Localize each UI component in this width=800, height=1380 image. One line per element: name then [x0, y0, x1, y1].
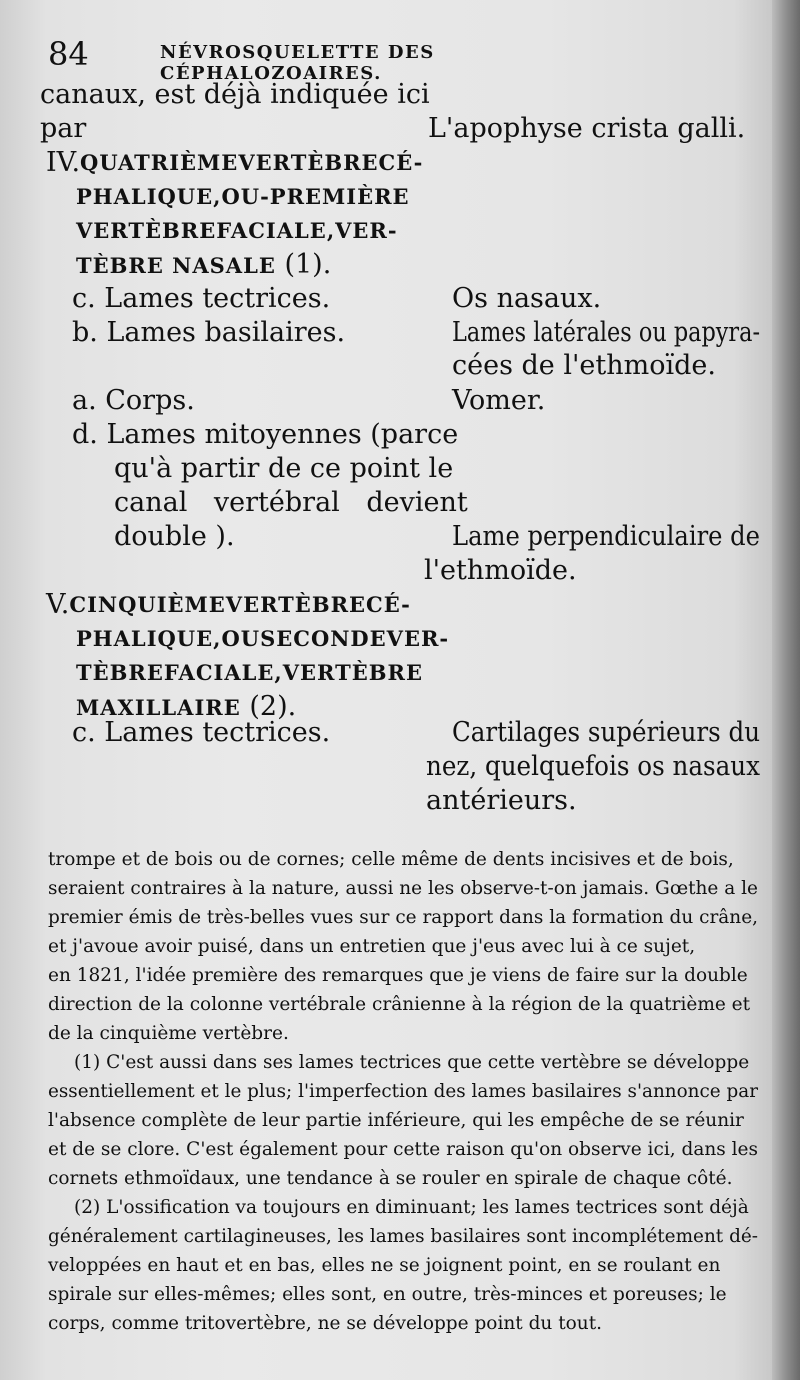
footnote-line: trompe et de bois ou de cornes; celle même de dents incisives et de bois, — [48, 849, 734, 870]
footnote-line: et de se clore. C'est également pour cette raison qu'on observe ici, dans les — [48, 1139, 758, 1160]
footnote-line: en 1821, l'idée première des remarques que je viens de faire sur la double — [48, 965, 748, 986]
left-text-line: canaux, est déjà indiquée ici — [40, 79, 430, 110]
heading-word: VERTÈBRE — [225, 592, 367, 617]
section-heading-v-line2: PHALIQUE , OU SECONDE VER- — [76, 626, 450, 651]
left-text-line: double ). — [114, 521, 235, 552]
page-header — [48, 34, 648, 84]
footnote-line: seraient contraires à la nature, aussi ne les observe-t-on jamais. Gœthe a le — [48, 878, 758, 899]
footnote-line: veloppées en haut et en bas, elles ne se joignent point, en se roulant en — [48, 1255, 721, 1276]
running-title: NÉVROSQUELETTE DES CÉPHALOZOAIRES. — [160, 42, 435, 84]
footnote-line: et j'avoue avoir puisé, dans un entretien que j'eus avec lui à ce sujet, — [48, 936, 696, 957]
footnote-line: cornets ethmoïdaux, une tendance à se rouler en spirale de chaque côté. — [48, 1168, 733, 1189]
heading-roman: IV. — [46, 147, 81, 178]
right-text-line: l'ethmoïde. — [424, 555, 577, 586]
section-heading-iv-line2: PHALIQUE , OU - PREMIÈRE — [76, 184, 410, 209]
left-text-line: canal vertébral devient — [114, 487, 468, 518]
left-text-line: c. Lames tectrices. — [72, 717, 331, 748]
footnote-line: spirale sur elles-mêmes; elles sont, en outre, très-minces et poreuses; le — [48, 1284, 727, 1305]
heading-word: VERTÈBRE — [238, 150, 379, 175]
right-text-line: antérieurs. — [426, 785, 577, 816]
footnote-line: (2) L'ossification va toujours en diminuant; les lames tectrices sont déjà — [74, 1197, 749, 1218]
left-text-line: a. Corps. — [72, 385, 195, 416]
section-heading-v-line3: TÈBRE FACIALE , VERTÈBRE — [76, 660, 423, 685]
footnote-line: (1) C'est aussi dans ses lames tectrices que cette vertèbre se développe — [74, 1052, 750, 1073]
footnote-line: l'absence complète de leur partie inférieure, qui les empêche de se réunir — [48, 1110, 744, 1131]
right-text-line: Lame perpendiculaire de — [452, 521, 760, 552]
footnote-line: essentiellement et le plus; l'imperfection des lames basilaires s'annonce par — [48, 1081, 758, 1102]
page-edge — [772, 0, 800, 1380]
left-text-line: qu'à partir de ce point le — [114, 453, 454, 484]
heading-roman: V. — [46, 589, 70, 620]
section-heading-iv-line4: TÈBRE NASALE (1). — [76, 249, 332, 280]
left-text-line: d. Lames mitoyennes (parce — [72, 419, 459, 450]
left-text-line: b. Lames basilaires. — [72, 317, 346, 348]
section-heading-iv-line3: VERTÈBRE FACIALE , VER- — [76, 218, 398, 243]
section-heading-v-line4: MAXILLAIRE (2). — [76, 691, 297, 722]
section-heading-v — [46, 588, 411, 622]
footnote-line: corps, comme tritovertèbre, ne se développe point du tout. — [48, 1313, 603, 1334]
page-number: 84 — [48, 35, 89, 73]
right-text-line: Os nasaux. — [452, 283, 602, 314]
left-text-line: c. Lames tectrices. — [72, 283, 331, 314]
footnote-line: généralement cartilagineuses, les lames basilaires sont incomplétement dé- — [48, 1226, 758, 1247]
right-text-line: L'apophyse crista galli. — [428, 113, 746, 144]
right-text-line: Vomer. — [452, 385, 546, 416]
heading-word: CÉ- — [366, 592, 411, 617]
footnote-line: premier émis de très-belles vues sur ce rapport dans la formation du crâne, — [48, 907, 758, 928]
left-text-line: par — [40, 113, 87, 144]
right-text-line: Cartilages supérieurs du — [452, 717, 760, 748]
right-text-line: Lames latérales ou papyra- — [452, 317, 760, 348]
section-heading-iv — [46, 146, 424, 180]
heading-word: CINQUIÈME — [69, 592, 226, 617]
footnote-line: de la cinquième vertèbre. — [48, 1023, 289, 1044]
heading-word: QUATRIÈME — [80, 150, 239, 175]
right-text-line: cées de l'ethmoïde. — [452, 350, 716, 381]
heading-word: CÉ- — [378, 150, 424, 175]
right-text-line: nez, quelquefois os nasaux — [426, 751, 760, 782]
footnote-line: direction de la colonne vertébrale crânienne à la région de la quatrième et — [48, 994, 751, 1015]
